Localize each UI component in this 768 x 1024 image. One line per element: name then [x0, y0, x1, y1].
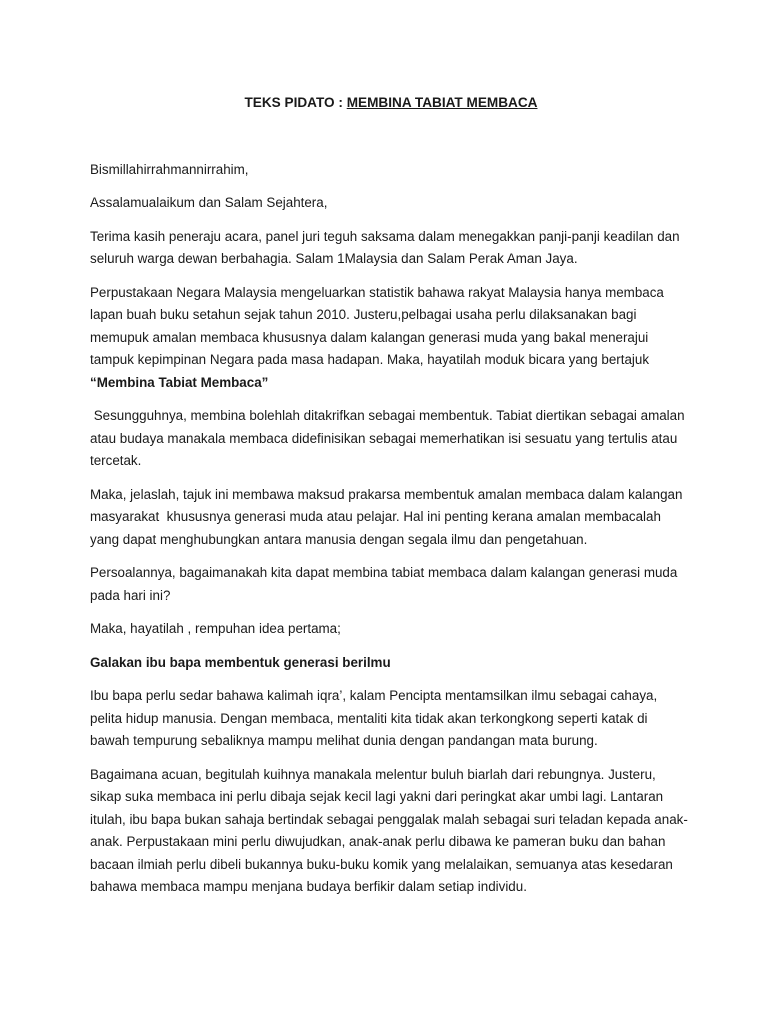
paragraph-greeting: Assalamualaikum dan Salam Sejahtera,: [90, 195, 328, 210]
paragraph-opening: Bismillahirrahmannirrahim,: [90, 161, 249, 177]
title-prefix: TEKS PIDATO :: [244, 95, 347, 110]
paragraph-parents-role: Bagaimana acuan, begitulah kuihnya manakala melentur buluh biarlah dari rebungnya. Justeru, sikap suka membaca ini perlu dibaja sejak kecil lagi yakni dari peringkat akar umbi lagi. Lantaran itulah, ibu bapa bukan sahaja bertindak sebagai penggalak malah sebagai suri teladan kepada anak-anak. Perpustakaan mini perlu diwujudkan, anak-anak perlu dibawa ke pameran buku dan bahan bacaan ilmiah perlu dibeli bukannya buku-buku komik yang melalaikan, semuanya atas kesedaran bahawa membaca mampu menjana budaya berfikir dalam setiap individu.: [90, 766, 688, 894]
paragraph-introduction: [90, 282, 690, 395]
speech-title: [90, 92, 690, 115]
paragraph-question: Persoalannya, bagaimanakah kita dapat membina tabiat membaca dalam kalangan generasi muda pada hari ini?: [90, 565, 682, 603]
paragraph-thanks: Terima kasih peneraju acara, panel juri teguh saksama dalam menegakkan panji-panji keadilan dan seluruh warga dewan berbahagia. Salam 1Malaysia dan Salam Perak Aman Jaya.: [90, 228, 684, 266]
paragraph-meaning: Maka, jelaslah, tajuk ini membawa maksud prakarsa membentuk amalan membaca dalam kalangan masyarakat khususnya generasi muda atau pelajar. Hal ini penting kerana amalan membacalah yang dapat menghubungkan antara manusia dengan segala ilmu dan pengetahuan.: [90, 486, 687, 547]
introduction-text: Perpustakaan Negara Malaysia mengeluarkan statistik bahawa rakyat Malaysia hanya membaca lapan buah buku setahun sejak tahun 2010. Justeru,pelbagai usaha perlu dilaksanakan bagi memupuk amalan membaca khususnya dalam kalangan generasi muda yang bakal menerajui tampuk kepimpinan Negara pada masa hadapan. Maka, hayatilah moduk bicara yang bertajuk: [90, 284, 668, 367]
paragraph-first-idea-intro: Maka, hayatilah , rempuhan idea pertama;: [90, 621, 341, 636]
document-page: [90, 92, 690, 910]
paragraph-iqra: Ibu bapa perlu sedar bahawa kalimah iqra’, kalam Pencipta mentamsilkan ilmu sebagai cahaya, pelita hidup manusia. Dengan membaca, mentaliti kita tidak akan terkongkong seperti katak di bawah tempurung sebaliknya mampu melihat dunia dengan pandangan mata burung.: [90, 688, 661, 748]
paragraph-definition: Sesungguhnya, membina bolehlah ditakrifkan sebagai membentuk. Tabiat diertikan sebagai amalan atau budaya manakala membaca didefinisikan sebagai memerhatikan isi sesuatu yang tertulis atau tercetak.: [90, 408, 689, 468]
title-main: MEMBINA TABIAT MEMBACA: [346, 95, 538, 110]
section-heading: Galakan ibu bapa membentuk generasi berilmu: [90, 654, 391, 670]
introduction-topic: “Membina Tabiat Membaca”: [90, 374, 269, 390]
